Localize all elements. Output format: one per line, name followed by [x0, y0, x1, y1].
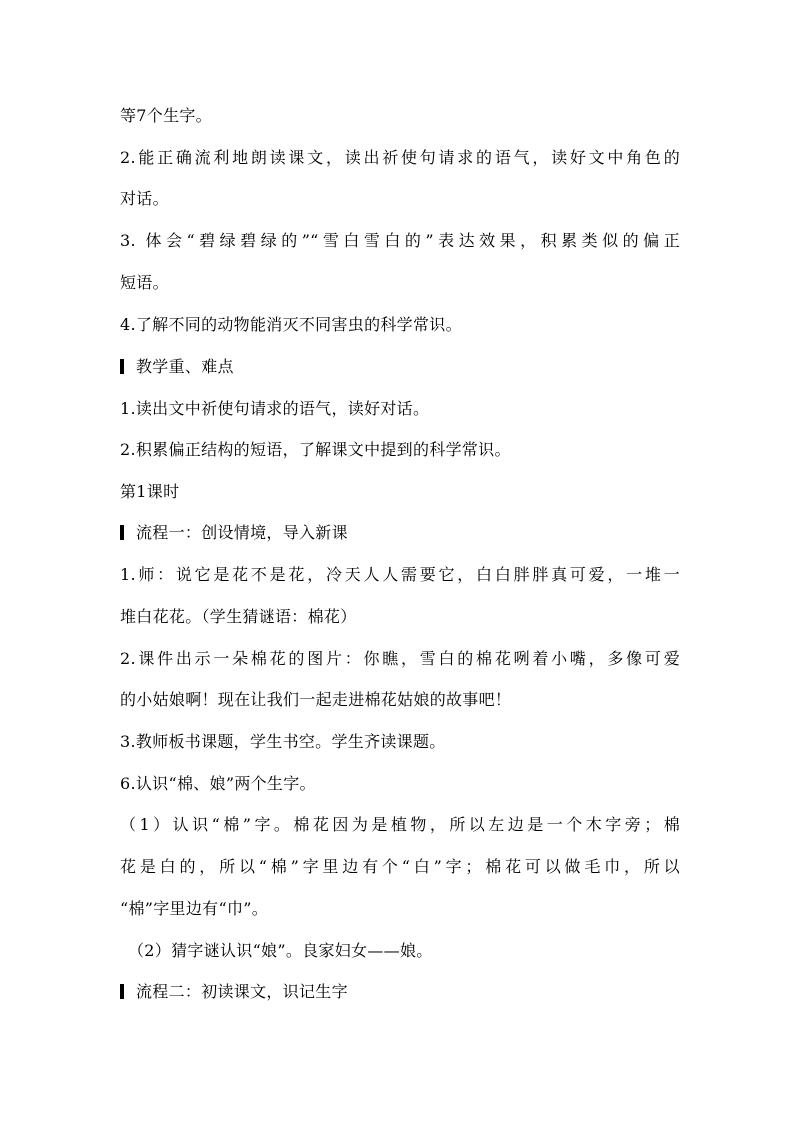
text-line-flow1-step3: 3.教师板书课题，学生书空。学生齐读课题。 [120, 732, 446, 751]
text-line-flow1-step2: 2.课件出示一朵棉花的图片：你瞧，雪白的棉花咧着小嘴，多像可爱 [120, 649, 680, 668]
section-heading-key-points [120, 357, 680, 377]
text-line-objective-3-cont: 短语。 [120, 273, 169, 292]
heading-marker-icon [120, 525, 124, 540]
text-line-sub-1-cont: 花是白的，所以“棉”字里边有个“白”字；棉花可以做毛巾，所以 [120, 857, 680, 876]
section-heading-flow-1 [120, 523, 680, 543]
text-line-sub-2: （2）猜字谜认识“娘”。良家妇女——娘。 [128, 941, 433, 960]
text-line-flow1-step1: 1.师：说它是花不是花，冷天人人需要它，白白胖胖真可爱，一堆一 [120, 565, 680, 584]
text-line-key-point-1: 1.读出文中祈使句请求的语气，读好对话。 [120, 399, 430, 418]
text-line-flow1-step2-cont: 的小姑娘啊！现在让我们一起走进棉花姑娘的故事吧！ [120, 690, 512, 709]
lesson-period-title: 第1课时 [120, 482, 180, 501]
section-heading-key-points-label: 教学重、难点 [136, 357, 234, 376]
text-line-sub-1: （1）认识“棉”字。棉花因为是植物，所以左边是一个木字旁；棉 [120, 815, 680, 834]
text-line-key-point-2: 2.积累偏正结构的短语，了解课文中提到的科学常识。 [120, 440, 511, 459]
text-line-flow1-step6: 6.认识“棉、娘”两个生字。 [120, 774, 316, 793]
text-line-objective-3: 3. 体会“碧绿碧绿的”“雪白雪白的”表达效果，积累类似的偏正 [120, 231, 680, 250]
section-heading-flow-1-label: 流程一：创设情境，导入新课 [136, 523, 348, 542]
heading-marker-icon [120, 984, 124, 999]
text-line-objective-4: 4.了解不同的动物能消灭不同害虫的科学常识。 [120, 315, 462, 334]
text-line-flow1-step1-cont: 堆白花花。（学生猜谜语：棉花） [120, 607, 357, 626]
heading-marker-icon [120, 359, 124, 374]
text-line-objective-2-cont: 对话。 [120, 189, 169, 208]
section-heading-flow-2-label: 流程二：初读课文，识记生字 [136, 982, 348, 1001]
text-line-objective-1-end: 等7个生字。 [120, 106, 212, 125]
text-line-objective-2: 2.能正确流利地朗读课文，读出祈使句请求的语气，读好文中角色的 [120, 148, 680, 167]
section-heading-flow-2 [120, 982, 680, 1002]
text-line-sub-1-end: “棉”字里边有“巾”。 [120, 899, 269, 918]
